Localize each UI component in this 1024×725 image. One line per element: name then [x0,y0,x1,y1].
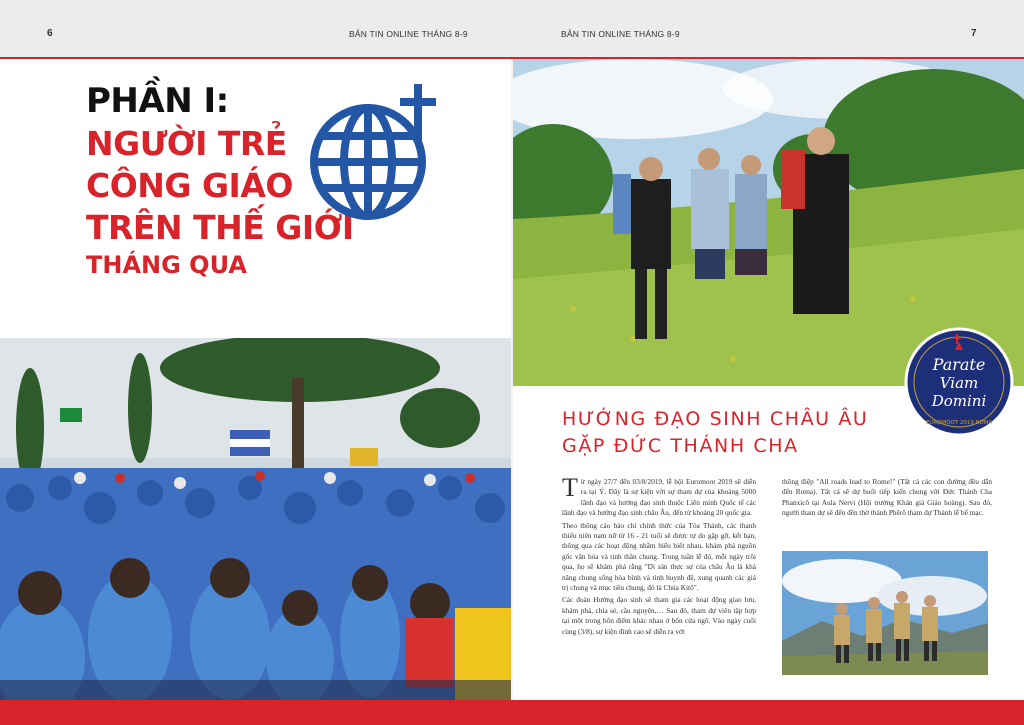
article-title [562,406,922,460]
article-title-line2: GẶP ĐỨC THÁNH CHA [562,435,799,457]
crowd-photo [0,338,511,700]
article-paragraph-1: ừ ngày 27/7 đến 03/8/2019, lễ hội Euromoot 2019 sẽ diễn ra tại Ý. Đây là sự kiện với sự tham dự của khoảng 5000 lãnh đạo và hướng đạo sinh thuộc Liên minh Quốc tế các lãnh đạo và hướng đạo sinh châu Âu, đến từ khoảng 20 quốc gia. [562,477,756,518]
logo-text-2: Viam [939,374,979,392]
logo-text-1: Parate [932,355,986,374]
footer-bar [0,700,1024,725]
section-title-line3: TRÊN THẾ GIỚI [86,208,354,247]
page-number-right: 7 [971,28,977,39]
article-paragraph-3: Các đoàn Hướng đạo sinh sẽ tham gia các hoạt động giao lưu, khám phá, chia sẻ, cầu nguyện,… Sau đó, tham dự viên tập hợp tại một trong bốn điểm khác nhau ở bốn cửa ngõ. Vào ngày cuối cùng (3/8), sự kiện đỉnh cao sẽ diễn ra với [562,595,756,636]
article-paragraph-2: Theo thông cáo báo chí chính thức của Tòa Thánh, các thanh thiếu niên nam nữ từ 16 - 21 tuổi sẽ được tự do gặp gỡ, kết bạn, thông qua các hoạt động nhằm hiểu biết nhau, khám phá nguồn gốc văn hóa và tinh thần chung. Trong tuần lễ đó, mỗi ngày trôi qua, họ sẽ khám phá rằng "Di sản thực sự của châu Âu là khả năng chung sống hòa bình và tình huynh đệ, xung quanh các giá trị chung và mục tiêu chung, đó là Chúa Kitô". [562,520,756,593]
section-title-line2: CÔNG GIÁO [86,166,293,205]
logo-footer-text: EUROMOOT 2019 ROMA [925,420,993,426]
section-part-label: PHẦN I: [86,81,229,121]
globe-cross-icon [306,82,438,224]
section-title-line1: NGƯỜI TRẺ [86,124,287,163]
article-title-line1: HƯỚNG ĐẠO SINH CHÂU ÂU [562,408,869,430]
header-bar [0,0,1024,58]
page-number-left: 6 [47,28,53,39]
article-column-right [782,477,992,547]
scouts-mountain-photo [782,551,988,675]
article-dropcap: T [562,473,578,502]
logo-text-3: Domini [931,392,987,410]
section-title-line4: THÁNG QUA [86,251,247,279]
article-column-left [562,473,756,697]
running-head-right: BẢN TIN ONLINE THÁNG 8-9 [561,29,680,39]
running-head-left: BẢN TIN ONLINE THÁNG 8-9 [349,29,468,39]
article-paragraph-4: thông điệp "All roads lead to Rome!" (Tất cả các con đường đều dẫn đến Roma). Tất cả sẽ dự buổi tiếp kiến chung với Đức Thánh Cha Phanxicô tại Aula Nervi (Hội trường Khán giả Giáo hoàng). Sau đó, người tham dự sẽ đến đền thờ thánh Phêrô tham dự Thánh lễ bế mạc. [782,477,992,518]
